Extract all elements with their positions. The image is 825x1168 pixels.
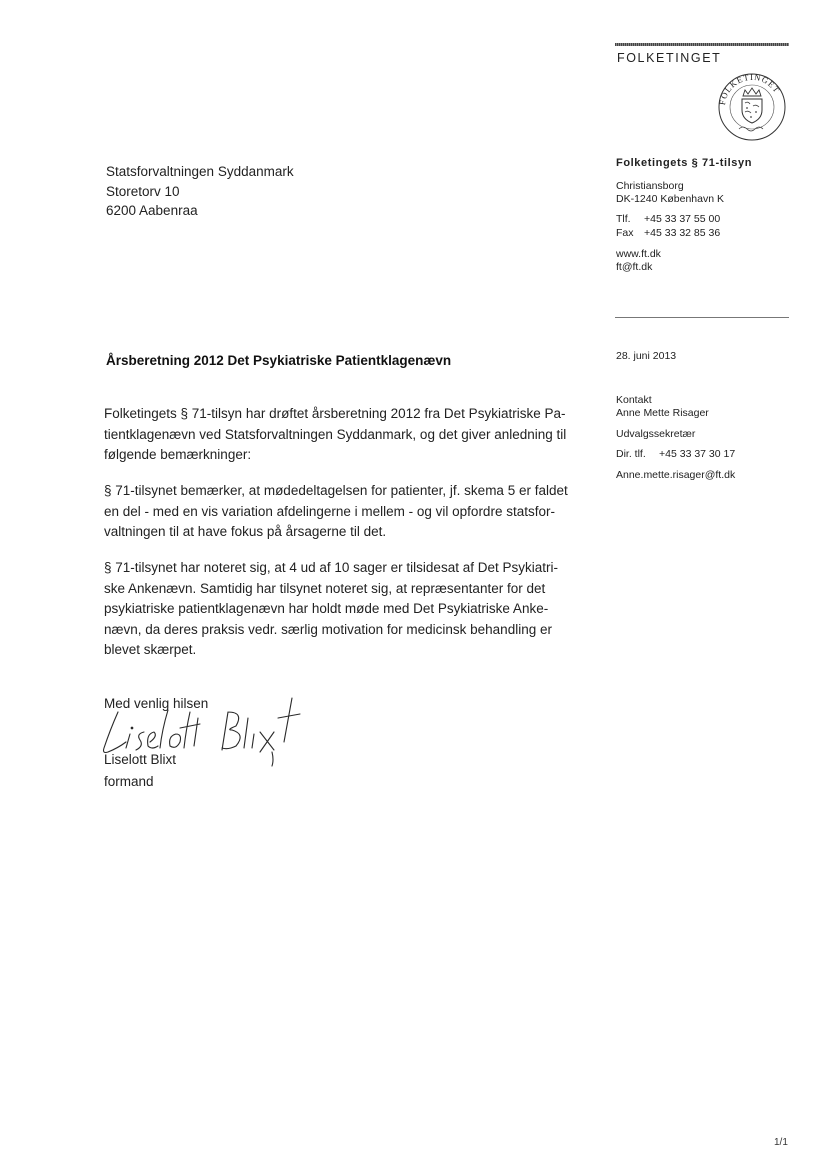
- letter-subject: Årsberetning 2012 Det Psykiatriske Patientklagenævn: [106, 353, 452, 368]
- contact-name: Anne Mette Risager: [616, 407, 709, 419]
- page-number: 1/1: [774, 1137, 788, 1148]
- fax-row: [616, 227, 720, 240]
- body-paragraph-3: § 71-tilsynet har noteret sig, at 4 ud af 10 sager er tilsidesat af Det Psykiatri- ske Ankenævn. Samtidig har tilsynet noteret sig, at repræsentanter for det psykiatriske patientklagenævn har holdt møde med Det Psykiatriske Anke- nævn, da deres praksis vedr. særlig motivation for medicinsk behandling er blevet skærpet.: [104, 560, 558, 657]
- fax-number: +45 33 32 85 36: [644, 227, 721, 239]
- recipient-line: Storetorv 10: [106, 183, 180, 199]
- direct-phone-number: +45 33 37 30 17: [659, 448, 736, 460]
- brand-name: FOLKETINGET: [617, 51, 722, 65]
- header-divider: [615, 317, 789, 318]
- seal-text: FOLKETINGET: [717, 72, 783, 106]
- direct-phone-row: [616, 448, 735, 461]
- phone-label: Tlf.: [616, 213, 631, 225]
- body-paragraph-1: Folketingets § 71-tilsyn har drøftet årsberetning 2012 fra Det Psykiatriske Pa- tientklagenævn ved Statsforvaltningen Syddanmark, og det giver anledning til følgende bemærkninger:: [104, 406, 567, 462]
- svg-text:FOLKETINGET: [717, 72, 782, 106]
- recipient-line: 6200 Aabenraa: [106, 203, 198, 218]
- fax-label: Fax: [616, 227, 634, 239]
- letter-date: 28. juni 2013: [616, 350, 677, 362]
- phone-row: [616, 213, 720, 226]
- folketinget-seal-icon: [717, 72, 787, 142]
- contact-email-link[interactable]: Anne.mette.risager@ft.dk: [616, 469, 736, 481]
- email-link[interactable]: ft@ft.dk: [616, 261, 653, 273]
- header-rule: [615, 43, 789, 46]
- address-line-1: Christiansborg: [616, 180, 684, 192]
- unit-name: Folketingets § 71-tilsyn: [616, 157, 753, 169]
- signer-name: Liselott Blixt: [104, 752, 177, 767]
- address-line-2: DK-1240 København K: [616, 193, 724, 205]
- recipient-address: [106, 162, 294, 221]
- contact-label: Kontakt: [616, 394, 652, 406]
- website-link[interactable]: www.ft.dk: [616, 248, 661, 260]
- recipient-line: Statsforvaltningen Syddanmark: [106, 164, 294, 179]
- direct-phone-label: Dir. tlf.: [616, 448, 646, 460]
- signer-title: formand: [104, 774, 154, 789]
- phone-number: +45 33 37 55 00: [644, 213, 721, 225]
- body-paragraph-2: § 71-tilsynet bemærker, at mødedeltagelsen for patienter, jf. skema 5 er faldet en del - med en vis variation afdelingerne i mellem - og vil opfordre statsfor- valtningen til at have fokus på årsagerne til det.: [104, 483, 568, 539]
- contact-role: Udvalgssekretær: [616, 428, 696, 440]
- closing-greeting: Med venlig hilsen: [104, 696, 209, 711]
